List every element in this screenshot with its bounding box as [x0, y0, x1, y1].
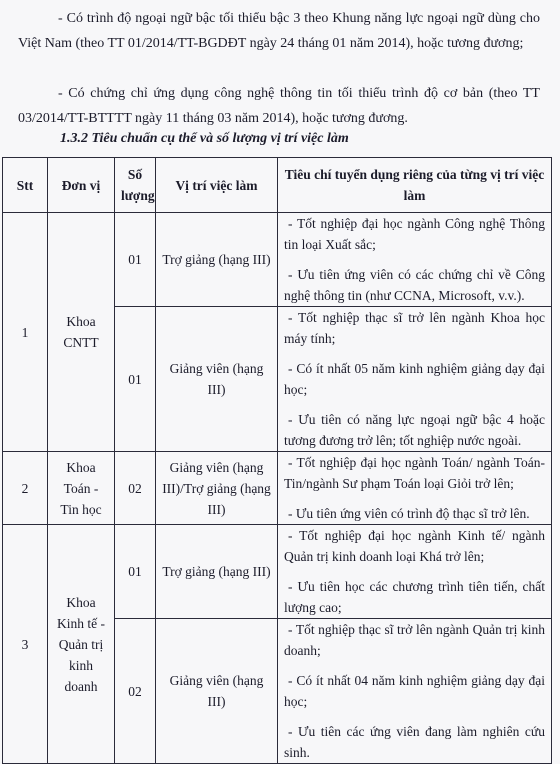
- cell-position: Giảng viên (hạng III): [156, 619, 278, 764]
- criterion-item: - Ưu tiên có năng lực ngoại ngữ bậc 4 hoặc tương đương trở lên; tốt nghiệp nước ngoài.: [284, 412, 545, 448]
- criterion-item: - Ưu tiên ứng viên có trình độ thạc sĩ trở lên.: [288, 506, 530, 521]
- header-stt: Stt: [3, 158, 48, 213]
- cell-quantity: 01: [115, 307, 156, 452]
- criterion-item: - Tốt nghiệp thạc sĩ trở lên ngành Quản trị kinh doanh;: [284, 622, 545, 658]
- criterion-item: - Ưu tiên các ứng viên đang làm nghiên cứu sinh.: [284, 724, 545, 760]
- criterion-item: - Tốt nghiệp đại học ngành Toán/ ngành Toán-Tin/ngành Sư phạm Toán loại Giỏi trở lên;: [284, 455, 545, 491]
- table-row: [3, 452, 552, 525]
- cell-position: Giảng viên (hạng III)/Trợ giảng (hạng III): [156, 452, 278, 525]
- positions-table: [2, 157, 552, 764]
- table-row: [3, 525, 552, 619]
- header-position: Vị trí việc làm: [156, 158, 278, 213]
- cell-criteria: [278, 307, 552, 452]
- cell-criteria: [278, 452, 552, 525]
- section-heading: 1.3.2 Tiêu chuẩn cụ thể và số lượng vị trí việc làm: [60, 131, 349, 146]
- cell-stt: 1: [3, 213, 48, 452]
- criterion-item: - Có ít nhất 04 năm kinh nghiệm giảng dạy đại học;: [284, 673, 545, 709]
- criterion-item: - Tốt nghiệp đại học ngành Kinh tế/ ngành Quản trị kinh doanh loại Khá trở lên;: [284, 528, 545, 564]
- cell-position: Giảng viên (hạng III): [156, 307, 278, 452]
- criterion-item: - Ưu tiên ứng viên có các chứng chỉ về Công nghệ thông tin (như CCNA, Microsoft, v.v.).: [284, 267, 545, 303]
- header-quantity: Số lượng: [115, 158, 156, 213]
- cell-criteria: [278, 525, 552, 619]
- criterion-item: - Tốt nghiệp đại học ngành Công nghệ Thông tin loại Xuất sắc;: [284, 216, 545, 252]
- cell-criteria: [278, 619, 552, 764]
- cell-stt: 2: [3, 452, 48, 525]
- cell-stt: 3: [3, 525, 48, 764]
- criterion-item: - Ưu tiên học các chương trình tiên tiến, chất lượng cao;: [284, 579, 545, 615]
- requirement-foreign-language: - Có trình độ ngoại ngữ bậc tối thiểu bậc 3 theo Khung năng lực ngoại ngữ dùng cho Việt Nam (theo TT 01/2014/TT-BGDĐT ngày 24 tháng 01 năm 2014), hoặc tương đương;: [18, 11, 540, 51]
- cell-unit: Khoa Toán - Tin học: [48, 452, 115, 525]
- cell-unit: Khoa Kinh tế - Quản trị kinh doanh: [48, 525, 115, 764]
- cell-position: Trợ giảng (hạng III): [156, 213, 278, 307]
- table-header-row: [3, 158, 552, 213]
- header-criteria: Tiêu chí tuyển dụng riêng của từng vị trí việc làm: [278, 158, 552, 213]
- criterion-item: - Có ít nhất 05 năm kinh nghiệm giảng dạy đại học;: [284, 361, 545, 397]
- table-row: [3, 213, 552, 307]
- cell-position: Trợ giảng (hạng III): [156, 525, 278, 619]
- cell-quantity: 02: [115, 619, 156, 764]
- cell-criteria: [278, 213, 552, 307]
- requirement-it-certificate: - Có chứng chỉ ứng dụng công nghệ thông tin tối thiểu trình độ cơ bản (theo TT 03/2014/TT-BTTTT ngày 11 tháng 03 năm 2014), hoặc tương đương.: [18, 86, 540, 126]
- header-unit: Đơn vị: [48, 158, 115, 213]
- cell-quantity: 01: [115, 213, 156, 307]
- cell-unit: Khoa CNTT: [48, 213, 115, 452]
- criterion-item: - Tốt nghiệp thạc sĩ trở lên ngành Khoa học máy tính;: [284, 310, 545, 346]
- cell-quantity: 02: [115, 452, 156, 525]
- cell-quantity: 01: [115, 525, 156, 619]
